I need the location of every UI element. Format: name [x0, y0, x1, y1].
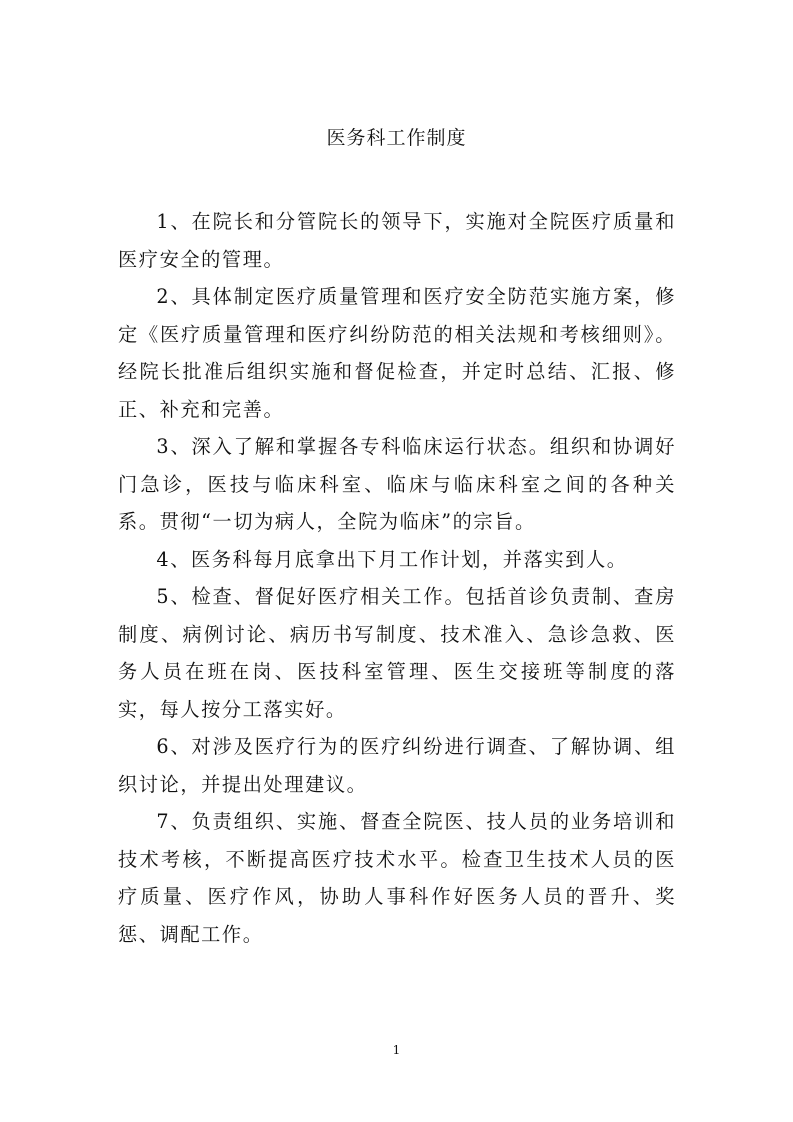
page-number: 1: [392, 1043, 401, 1057]
paragraph-5: 5、检查、督促好医疗相关工作。包括首诊负责制、查房制度、病例讨论、病历书写制度、技术准入、急诊急救、医务人员在班在岗、医技科室管理、医生交接班等制度的落实，每人按分工落实好。: [118, 585, 676, 721]
paragraph-2: 2、具体制定医疗质量管理和医疗安全防范实施方案，修定《医疗质量管理和医疗纠纷防范的相关法规和考核细则》。经院长批准后组织实施和督促检查，并定时总结、汇报、修正、补充和完善。: [118, 285, 676, 421]
paragraph-1: 1、在院长和分管院长的领导下，实施对全院医疗质量和医疗安全的管理。: [118, 210, 676, 271]
paragraph-4: 4、医务科每月底拿出下月工作计划，并落实到人。: [156, 547, 628, 571]
paragraph-6: 6、对涉及医疗行为的医疗纠纷进行调查、了解协调、组织讨论，并提出处理建议。: [118, 735, 676, 796]
paragraph-3: 3、深入了解和掌握各专科临床运行状态。组织和协调好门急诊，医技与临床科室、临床与临床科室之间的各种关系。贯彻“一切为病人，全院为临床”的宗旨。: [118, 435, 676, 533]
document-title: 医务科工作制度: [326, 127, 467, 149]
document-body: [118, 203, 676, 953]
paragraph-7: 7、负责组织、实施、督查全院医、技人员的业务培训和技术考核，不断提高医疗技术水平。检查卫生技术人员的医疗质量、医疗作风，协助人事科作好医务人员的晋升、奖惩、调配工作。: [118, 810, 676, 946]
